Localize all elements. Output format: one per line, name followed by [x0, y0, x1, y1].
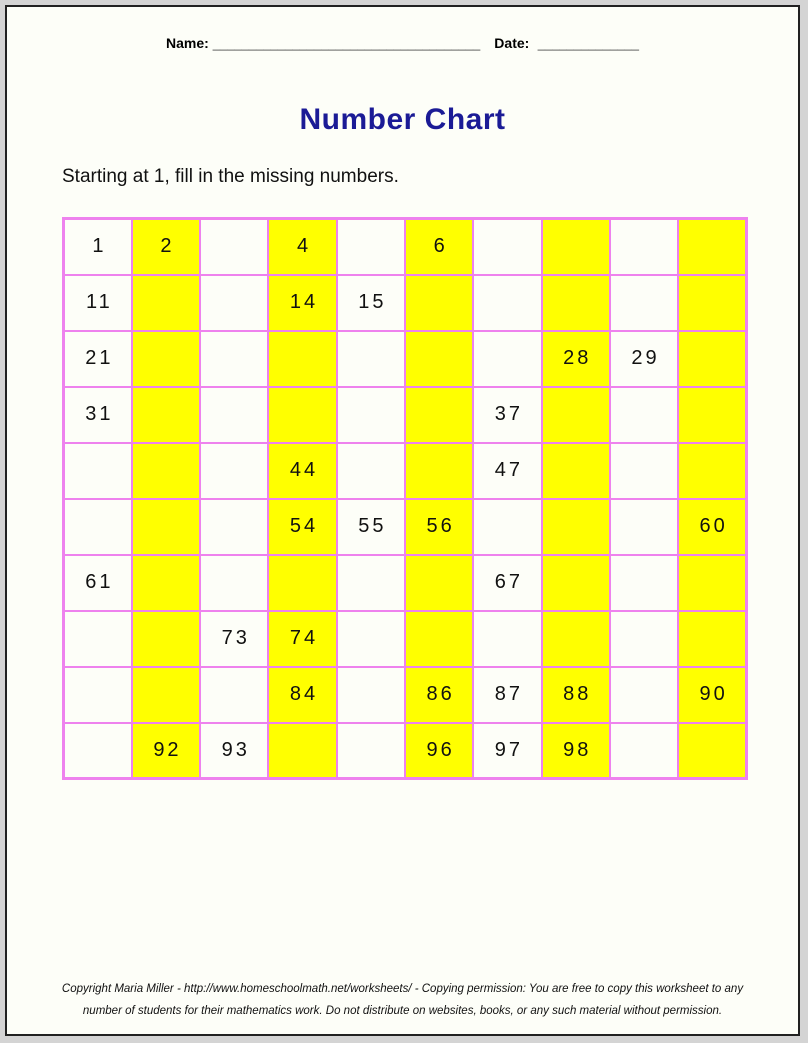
- grid-cell-blank: [132, 667, 200, 723]
- grid-cell-number: 84: [268, 667, 336, 723]
- grid-cell-blank: [678, 275, 746, 331]
- number-grid-body: [64, 219, 747, 779]
- grid-cell-number: 92: [132, 723, 200, 779]
- grid-cell-blank: [473, 611, 541, 667]
- grid-cell-blank: [64, 443, 132, 499]
- grid-cell-blank: [542, 611, 610, 667]
- grid-cell-number: 56: [405, 499, 473, 555]
- grid-cell-number: 6: [405, 219, 473, 275]
- grid-cell-blank: [542, 443, 610, 499]
- grid-cell-number: 11: [64, 275, 132, 331]
- grid-cell-blank: [132, 331, 200, 387]
- grid-cell-blank: [268, 555, 336, 611]
- grid-cell-blank: [337, 443, 405, 499]
- grid-cell-blank: [337, 331, 405, 387]
- grid-cell-blank: [405, 611, 473, 667]
- grid-row: [64, 387, 747, 443]
- grid-cell-blank: [132, 443, 200, 499]
- grid-cell-blank: [337, 219, 405, 275]
- grid-cell-number: 14: [268, 275, 336, 331]
- grid-cell-number: 86: [405, 667, 473, 723]
- grid-cell-blank: [64, 499, 132, 555]
- grid-cell-blank: [132, 555, 200, 611]
- grid-cell-blank: [610, 667, 678, 723]
- grid-cell-blank: [405, 387, 473, 443]
- grid-cell-blank: [268, 723, 336, 779]
- grid-cell-blank: [132, 611, 200, 667]
- grid-cell-number: 90: [678, 667, 746, 723]
- grid-cell-blank: [542, 555, 610, 611]
- grid-cell-blank: [678, 219, 746, 275]
- grid-cell-blank: [678, 387, 746, 443]
- grid-cell-blank: [337, 387, 405, 443]
- grid-cell-blank: [337, 611, 405, 667]
- grid-cell-blank: [132, 275, 200, 331]
- grid-row: [64, 331, 747, 387]
- grid-cell-number: 74: [268, 611, 336, 667]
- grid-cell-blank: [473, 331, 541, 387]
- name-label: Name:: [165, 35, 209, 51]
- date-blank-line: ______________: [537, 36, 639, 51]
- grid-cell-blank: [200, 387, 268, 443]
- grid-cell-blank: [678, 331, 746, 387]
- grid-cell-number: 15: [337, 275, 405, 331]
- instruction-text: Starting at 1, fill in the missing numbers.: [62, 166, 399, 187]
- grid-cell-blank: [64, 723, 132, 779]
- grid-cell-number: 97: [473, 723, 541, 779]
- grid-row: [64, 443, 747, 499]
- copyright-footer: [7, 978, 798, 1022]
- grid-cell-number: 87: [473, 667, 541, 723]
- grid-cell-number: 2: [132, 219, 200, 275]
- copyright-line-2: number of students for their mathematics work. Do not distribute on websites, books, or any such material without permission.: [82, 1005, 723, 1017]
- date-group: [494, 35, 639, 53]
- grid-cell-blank: [473, 219, 541, 275]
- grid-cell-blank: [200, 667, 268, 723]
- grid-cell-blank: [610, 219, 678, 275]
- grid-cell-blank: [200, 331, 268, 387]
- grid-row: [64, 723, 747, 779]
- worksheet-page: [5, 5, 800, 1036]
- grid-cell-blank: [542, 275, 610, 331]
- grid-cell-blank: [542, 219, 610, 275]
- grid-cell-blank: [610, 555, 678, 611]
- grid-cell-number: 55: [337, 499, 405, 555]
- name-date-header: [7, 35, 798, 53]
- grid-row: [64, 667, 747, 723]
- grid-cell-blank: [610, 611, 678, 667]
- grid-cell-blank: [268, 387, 336, 443]
- grid-cell-blank: [200, 219, 268, 275]
- grid-cell-blank: [337, 667, 405, 723]
- grid-row: [64, 499, 747, 555]
- grid-cell-number: 96: [405, 723, 473, 779]
- grid-cell-blank: [678, 443, 746, 499]
- grid-cell-number: 4: [268, 219, 336, 275]
- grid-cell-blank: [678, 723, 746, 779]
- grid-row: [64, 219, 747, 275]
- grid-cell-blank: [610, 443, 678, 499]
- grid-cell-number: 21: [64, 331, 132, 387]
- grid-cell-blank: [337, 723, 405, 779]
- grid-cell-number: 54: [268, 499, 336, 555]
- grid-cell-blank: [610, 499, 678, 555]
- grid-cell-blank: [200, 275, 268, 331]
- grid-cell-blank: [473, 499, 541, 555]
- grid-cell-number: 73: [200, 611, 268, 667]
- grid-cell-number: 1: [64, 219, 132, 275]
- grid-cell-blank: [64, 667, 132, 723]
- grid-cell-number: 47: [473, 443, 541, 499]
- grid-cell-blank: [405, 443, 473, 499]
- grid-cell-blank: [268, 331, 336, 387]
- grid-cell-number: 60: [678, 499, 746, 555]
- grid-cell-blank: [678, 555, 746, 611]
- grid-cell-blank: [542, 499, 610, 555]
- grid-cell-blank: [337, 555, 405, 611]
- grid-cell-number: 88: [542, 667, 610, 723]
- grid-row: [64, 611, 747, 667]
- grid-cell-blank: [200, 499, 268, 555]
- copyright-line-1: Copyright Maria Miller - http://www.homeschoolmath.net/worksheets/ - Copying permission: You are free to copy this worksheet to any: [61, 983, 744, 995]
- grid-cell-number: 98: [542, 723, 610, 779]
- name-blank-line: _____________________________________: [212, 36, 481, 51]
- grid-cell-blank: [200, 443, 268, 499]
- date-label: Date:: [494, 35, 530, 51]
- grid-row: [64, 275, 747, 331]
- grid-cell-blank: [132, 499, 200, 555]
- grid-cell-number: 67: [473, 555, 541, 611]
- grid-cell-blank: [610, 275, 678, 331]
- grid-cell-blank: [610, 387, 678, 443]
- number-chart-grid: [62, 217, 748, 780]
- grid-cell-number: 31: [64, 387, 132, 443]
- grid-cell-number: 44: [268, 443, 336, 499]
- grid-cell-blank: [405, 275, 473, 331]
- grid-row: [64, 555, 747, 611]
- grid-cell-blank: [610, 723, 678, 779]
- grid-cell-blank: [64, 611, 132, 667]
- grid-cell-blank: [473, 275, 541, 331]
- grid-cell-blank: [405, 555, 473, 611]
- grid-cell-blank: [200, 555, 268, 611]
- grid-cell-number: 61: [64, 555, 132, 611]
- grid-cell-blank: [132, 387, 200, 443]
- grid-cell-number: 29: [610, 331, 678, 387]
- grid-cell-blank: [678, 611, 746, 667]
- grid-cell-number: 93: [200, 723, 268, 779]
- page-title: Number Chart: [299, 103, 506, 136]
- grid-cell-blank: [405, 331, 473, 387]
- grid-cell-blank: [542, 387, 610, 443]
- grid-cell-number: 37: [473, 387, 541, 443]
- grid-cell-number: 28: [542, 331, 610, 387]
